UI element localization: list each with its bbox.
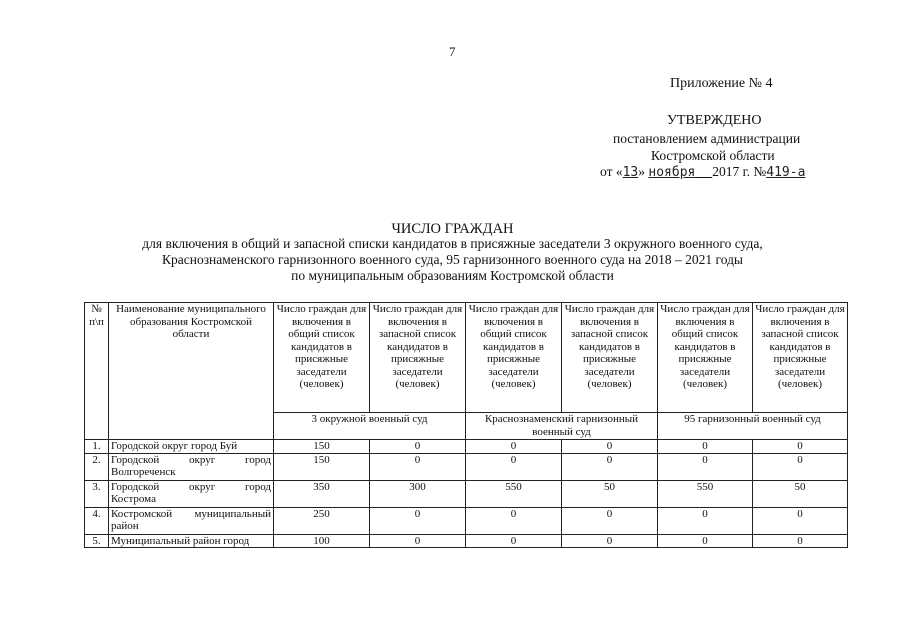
row-name-line-1: Городской округ город: [111, 453, 271, 466]
row-value: 0: [753, 534, 848, 548]
subtitle-line-2: Краснознаменского гарнизонного военного суда, 95 гарнизонного военного суда на 2018 – 2021 годы: [161, 252, 744, 267]
row-value: 0: [370, 534, 466, 548]
row-value: 50: [562, 480, 658, 507]
row-value: 0: [562, 440, 658, 454]
row-value: 150: [274, 453, 370, 480]
row-value: 0: [466, 507, 562, 534]
appendix-label: Приложение № 4: [670, 76, 773, 91]
header-col-1: Число граждан для включения в общий список кандидатов в присяжные заседатели (человек): [274, 303, 370, 413]
header-row: [85, 303, 848, 413]
row-value: 0: [562, 453, 658, 480]
row-value: 250: [274, 507, 370, 534]
row-value: 0: [562, 507, 658, 534]
row-value: 0: [753, 440, 848, 454]
row-num: 4.: [85, 507, 109, 534]
table-row: [85, 440, 848, 454]
header-col-6: Число граждан для включения в запасной список кандидатов в присяжные заседатели (человек): [753, 303, 848, 413]
row-value: 0: [466, 440, 562, 454]
row-value: 0: [753, 453, 848, 480]
row-value: 550: [466, 480, 562, 507]
subtitle-line-1: для включения в общий и запасной списки кандидатов в присяжные заседатели 3 окружного военного суда,: [142, 236, 763, 251]
header-col-2: Число граждан для включения в запасной список кандидатов в присяжные заседатели (человек): [370, 303, 466, 413]
row-value: 0: [658, 440, 753, 454]
row-value: 350: [274, 480, 370, 507]
row-value: 300: [370, 480, 466, 507]
group-3-okruzhnoy: 3 окружной военный суд: [274, 413, 466, 440]
approval-heading: УТВЕРЖДЕНО: [667, 113, 762, 128]
table-row: [85, 453, 848, 480]
row-num: 2.: [85, 453, 109, 480]
row-name: Муниципальный район город: [109, 534, 274, 548]
date-mid: »: [638, 164, 646, 179]
date-prefix: от «: [600, 164, 623, 179]
approval-date-line: [600, 164, 805, 180]
row-name-line-2: район: [111, 520, 139, 532]
row-num: 3.: [85, 480, 109, 507]
header-col-5: Число граждан для включения в общий список кандидатов в присяжные заседатели (человек): [658, 303, 753, 413]
approval-line-2: Костромской области: [651, 148, 775, 163]
row-name: [109, 507, 274, 534]
row-num: 5.: [85, 534, 109, 548]
row-name-line-1: Городской округ город: [111, 480, 271, 493]
row-value: 0: [466, 534, 562, 548]
date-year: 2017 г. №: [712, 164, 767, 179]
row-value: 0: [658, 507, 753, 534]
date-month: ноября: [648, 165, 696, 180]
page-number: 7: [449, 44, 456, 59]
row-value: 100: [274, 534, 370, 548]
row-num: 1.: [85, 440, 109, 454]
table-row: [85, 507, 848, 534]
row-value: 0: [370, 440, 466, 454]
row-name: [109, 480, 274, 507]
row-name-line-2: Волгореченск: [111, 466, 176, 478]
document-subtitle: [60, 236, 845, 284]
row-value: 0: [370, 453, 466, 480]
header-num: № п\п: [85, 303, 109, 440]
row-name: [109, 453, 274, 480]
row-value: 0: [466, 453, 562, 480]
row-value: 0: [753, 507, 848, 534]
group-95-garrison: 95 гарнизонный военный суд: [658, 413, 848, 440]
table-row: [85, 534, 848, 548]
row-value: 0: [658, 453, 753, 480]
row-value: 0: [370, 507, 466, 534]
header-col-4: Число граждан для включения в запасной список кандидатов в присяжные заседатели (человек): [562, 303, 658, 413]
subtitle-line-3: по муниципальным образованиям Костромской области: [291, 268, 614, 283]
citizens-table: [84, 302, 848, 548]
row-value: 0: [658, 534, 753, 548]
table-row: [85, 480, 848, 507]
row-value: 550: [658, 480, 753, 507]
date-day: 13: [622, 165, 639, 180]
group-krasnoznamensky: Краснознаменский гарнизонный военный суд: [466, 413, 658, 440]
row-value: 150: [274, 440, 370, 454]
decree-number: 419-а: [766, 165, 806, 180]
row-value: 50: [753, 480, 848, 507]
document-title: ЧИСЛО ГРАЖДАН: [391, 221, 514, 237]
header-col-3: Число граждан для включения в общий список кандидатов в присяжные заседатели (человек): [466, 303, 562, 413]
header-name: Наименование муниципального образования Костромской области: [109, 303, 274, 440]
row-name-line-2: Кострома: [111, 493, 156, 505]
row-name-line-1: Костромской муниципальный: [111, 507, 271, 520]
row-name: Городской округ город Буй: [109, 440, 274, 454]
row-value: 0: [562, 534, 658, 548]
approval-line-1: постановлением администрации: [613, 131, 801, 146]
